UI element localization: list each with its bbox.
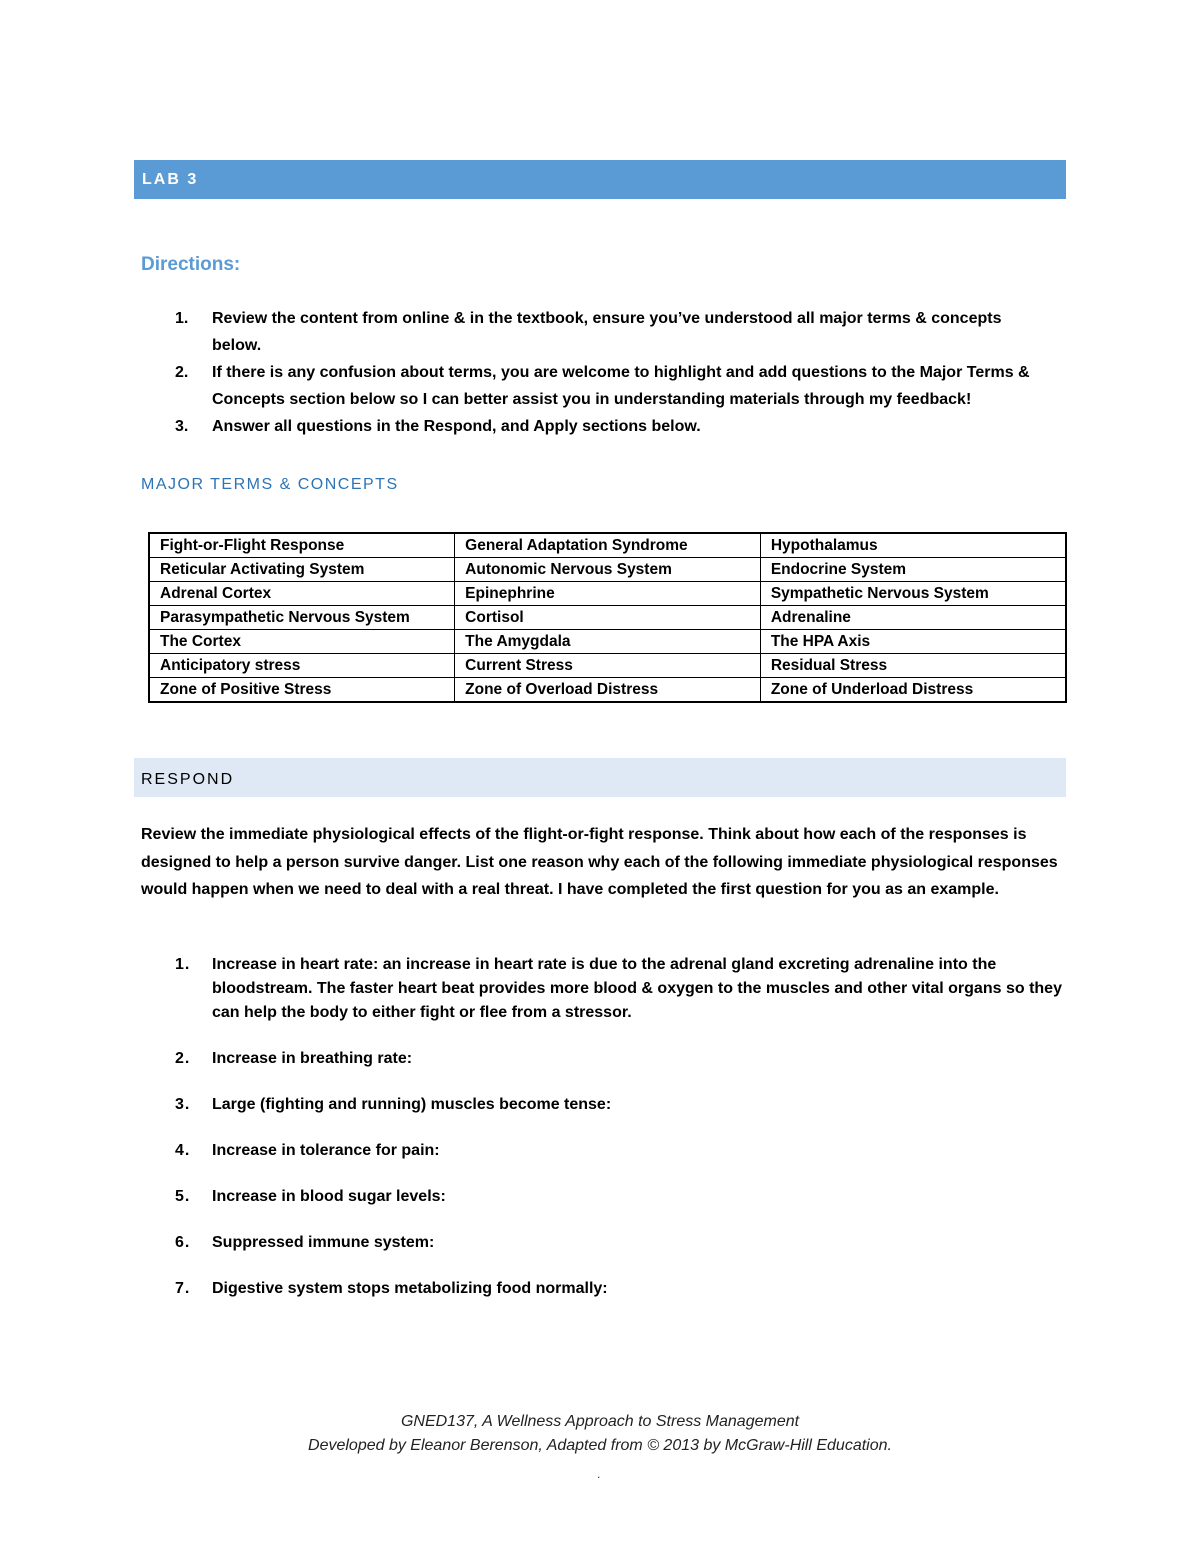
term-cell: Autonomic Nervous System bbox=[455, 558, 761, 582]
table-row bbox=[149, 630, 1066, 654]
directions-item-number: 1. bbox=[175, 310, 189, 327]
term-cell: Hypothalamus bbox=[760, 533, 1066, 558]
question-text: Increase in tolerance for pain: bbox=[212, 1142, 440, 1159]
list-item bbox=[175, 1139, 1070, 1163]
table-row bbox=[149, 606, 1066, 630]
table-row bbox=[149, 558, 1066, 582]
page-footer bbox=[0, 1410, 1200, 1458]
respond-heading: RESPOND bbox=[141, 771, 235, 788]
question-number: 5. bbox=[175, 1188, 191, 1205]
question-number: 2. bbox=[175, 1050, 191, 1067]
list-item bbox=[175, 1277, 1070, 1301]
term-cell: Zone of Positive Stress bbox=[149, 678, 455, 703]
directions-item-number: 2. bbox=[175, 364, 189, 381]
question-text: Digestive system stops metabolizing food normally: bbox=[212, 1280, 608, 1297]
term-cell: Zone of Overload Distress bbox=[455, 678, 761, 703]
directions-list bbox=[175, 305, 1055, 440]
list-item bbox=[175, 1231, 1070, 1255]
table-row bbox=[149, 533, 1066, 558]
term-cell: General Adaptation Syndrome bbox=[455, 533, 761, 558]
term-cell: The Amygdala bbox=[455, 630, 761, 654]
term-cell: Endocrine System bbox=[760, 558, 1066, 582]
question-text: Large (fighting and running) muscles become tense: bbox=[212, 1096, 612, 1113]
question-text: Suppressed immune system: bbox=[212, 1234, 435, 1251]
question-number: 6. bbox=[175, 1234, 191, 1251]
term-cell: Anticipatory stress bbox=[149, 654, 455, 678]
directions-item-text: Review the content from online & in the textbook, ensure you’ve understood all major terms & concepts below. bbox=[212, 310, 1002, 354]
term-cell: Reticular Activating System bbox=[149, 558, 455, 582]
directions-item-number: 3. bbox=[175, 418, 189, 435]
term-cell: Epinephrine bbox=[455, 582, 761, 606]
table-row bbox=[149, 654, 1066, 678]
list-item bbox=[175, 1047, 1070, 1071]
directions-item bbox=[175, 359, 1055, 413]
term-cell: Residual Stress bbox=[760, 654, 1066, 678]
footer-credit-line: Developed by Eleanor Berenson, Adapted from © 2013 by McGraw-Hill Education. bbox=[308, 1437, 892, 1454]
term-cell: Zone of Underload Distress bbox=[760, 678, 1066, 703]
directions-item bbox=[175, 305, 1055, 359]
term-cell: The Cortex bbox=[149, 630, 455, 654]
term-cell: Parasympathetic Nervous System bbox=[149, 606, 455, 630]
term-cell: The HPA Axis bbox=[760, 630, 1066, 654]
directions-item bbox=[175, 413, 1055, 440]
respond-header-bar bbox=[134, 758, 1066, 797]
directions-heading: Directions: bbox=[141, 254, 241, 275]
lab-header-bar bbox=[134, 160, 1066, 199]
major-terms-table bbox=[148, 532, 1067, 703]
list-item bbox=[175, 953, 1070, 1025]
major-terms-heading: MAJOR TERMS & CONCEPTS bbox=[141, 476, 399, 493]
list-item bbox=[175, 1185, 1070, 1209]
question-number: 4. bbox=[175, 1142, 191, 1159]
term-cell: Sympathetic Nervous System bbox=[760, 582, 1066, 606]
list-item bbox=[175, 1093, 1070, 1117]
question-text: Increase in blood sugar levels: bbox=[212, 1188, 446, 1205]
table-row bbox=[149, 582, 1066, 606]
question-text: Increase in heart rate: an increase in heart rate is due to the adrenal gland excreting adrenaline into the bloodstream. The faster heart beat provides more blood & oxygen to the muscles and other vital organs so they can help the body to either fight or flee from a stressor. bbox=[212, 956, 1062, 1021]
term-cell: Adrenaline bbox=[760, 606, 1066, 630]
question-text: Increase in breathing rate: bbox=[212, 1050, 413, 1067]
term-cell: Fight-or-Flight Response bbox=[149, 533, 455, 558]
term-cell: Cortisol bbox=[455, 606, 761, 630]
lab-label: LAB 3 bbox=[142, 171, 199, 188]
question-number: 3. bbox=[175, 1096, 191, 1113]
footer-course-line: GNED137, A Wellness Approach to Stress Management bbox=[400, 1413, 800, 1430]
directions-item-text: Answer all questions in the Respond, and Apply sections below. bbox=[212, 418, 701, 435]
question-number: 1. bbox=[175, 956, 191, 973]
term-cell: Current Stress bbox=[455, 654, 761, 678]
term-cell: Adrenal Cortex bbox=[149, 582, 455, 606]
table-row bbox=[149, 678, 1066, 703]
respond-question-list bbox=[175, 953, 1070, 1323]
question-number: 7. bbox=[175, 1280, 191, 1297]
directions-item-text: If there is any confusion about terms, you are welcome to highlight and add questions to the Major Terms & Concepts section below so I can better assist you in understanding materials through my feedback! bbox=[212, 364, 1030, 408]
footer-page-mark: . bbox=[597, 1467, 601, 1481]
respond-intro-paragraph: Review the immediate physiological effects of the flight-or-fight response. Think about how each of the responses is designed to help a person survive danger. List one reason why each of the following immediate physiological responses would happen when we need to deal with a real threat. I have completed the first question for you as an example. bbox=[141, 826, 1058, 898]
